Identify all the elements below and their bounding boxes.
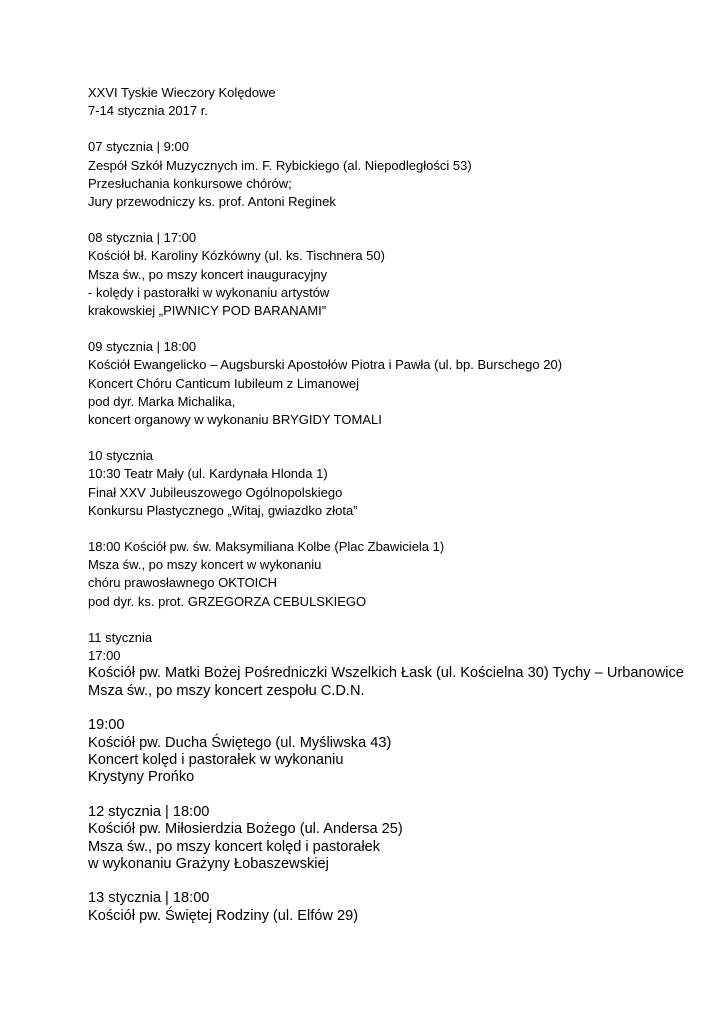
- event-detail: Przesłuchania konkursowe chórów;: [88, 175, 292, 191]
- event-block-jan-07: [88, 138, 698, 211]
- event-venue: Zespół Szkół Muzycznych im. F. Rybickiego (al. Niepodległości 53): [88, 157, 472, 173]
- event-detail: w wykonaniu Grażyny Łobaszewskiej: [88, 855, 329, 872]
- event-detail: Jury przewodniczy ks. prof. Antoni Reginek: [88, 194, 336, 210]
- event-date: 10 stycznia: [88, 448, 154, 464]
- event-detail: Koncert Chóru Canticum Iubileum z Limanowej: [88, 375, 359, 391]
- event-detail: pod dyr. ks. prot. GRZEGORZA CEBULSKIEGO: [88, 593, 367, 609]
- event-date: 08 stycznia | 17:00: [88, 230, 197, 246]
- event-detail: Koncert kolęd i pastorałek w wykonaniu: [88, 751, 344, 768]
- event-venue: Kościół bł. Karoliny Kózkówny (ul. ks. Tischnera 50): [88, 248, 385, 264]
- event-block-jan-13: [88, 890, 698, 925]
- event-venue: Kościół pw. Świętej Rodziny (ul. Elfów 29): [88, 907, 359, 924]
- event-venue: Kościół pw. Ducha Świętego (ul. Myśliwska 43): [88, 734, 392, 751]
- event-venue: 18:00 Kościół pw. św. Maksymiliana Kolbe (Plac Zbawiciela 1): [88, 539, 445, 555]
- event-detail: Krystyny Prońko: [88, 769, 195, 786]
- event-block-jan-11-header: [88, 629, 698, 665]
- event-detail: Konkursu Plastycznego „Witaj, gwiazdko złota”: [88, 502, 358, 518]
- event-detail: Msza św., po mszy koncert inauguracyjny: [88, 266, 328, 282]
- event-date: 13 stycznia | 18:00: [88, 890, 210, 907]
- event-date: 12 stycznia | 18:00: [88, 803, 210, 820]
- event-time: 19:00: [88, 717, 125, 734]
- event-block-jan-10-morning: [88, 447, 698, 520]
- document-header: [88, 84, 698, 120]
- event-venue: 10:30 Teatr Mały (ul. Kardynała Hlonda 1): [88, 466, 328, 482]
- event-detail: Msza św., po mszy koncert w wykonaniu: [88, 557, 322, 573]
- event-detail: pod dyr. Marka Michalika,: [88, 393, 236, 409]
- event-detail: krakowskiej „PIWNICY POD BARANAMI”: [88, 303, 327, 319]
- event-block-jan-10-evening: [88, 538, 698, 611]
- event-block-jan-12: [88, 804, 698, 874]
- event-date: 09 stycznia | 18:00: [88, 339, 197, 355]
- festival-title: XXVI Tyskie Wieczory Kolędowe: [88, 85, 276, 100]
- event-block-jan-11-first: [88, 665, 698, 700]
- event-venue: Kościół Ewangelicko – Augsburski Apostołów Piotra i Pawła (ul. bp. Burschego 20): [88, 357, 563, 373]
- event-venue: Kościół pw. Matki Bożej Pośredniczki Wszelkich Łask (ul. Kościelna 30) Tychy – Urbanowice: [88, 665, 684, 682]
- event-detail: chóru prawosławnego OKTOICH: [88, 575, 278, 591]
- event-block-jan-11-second: [88, 717, 698, 787]
- event-detail: Msza św., po mszy koncert kolęd i pastorałek: [88, 838, 380, 855]
- event-detail: - kolędy i pastorałki w wykonaniu artystów: [88, 284, 330, 300]
- event-detail: koncert organowy w wykonaniu BRYGIDY TOMALI: [88, 412, 382, 428]
- document-page: [88, 84, 698, 925]
- festival-dates: 7-14 stycznia 2017 r.: [88, 103, 208, 119]
- event-venue: Kościół pw. Miłosierdzia Bożego (ul. Andersa 25): [88, 821, 403, 838]
- event-date: 11 stycznia: [88, 629, 153, 645]
- event-block-jan-08: [88, 229, 698, 320]
- event-date: 07 stycznia | 9:00: [88, 139, 189, 155]
- event-detail: Msza św., po mszy koncert zespołu C.D.N.: [88, 682, 365, 699]
- event-block-jan-09: [88, 338, 698, 429]
- event-detail: Finał XXV Jubileuszowego Ogólnopolskiego: [88, 484, 343, 500]
- event-time: 17:00: [88, 648, 121, 664]
